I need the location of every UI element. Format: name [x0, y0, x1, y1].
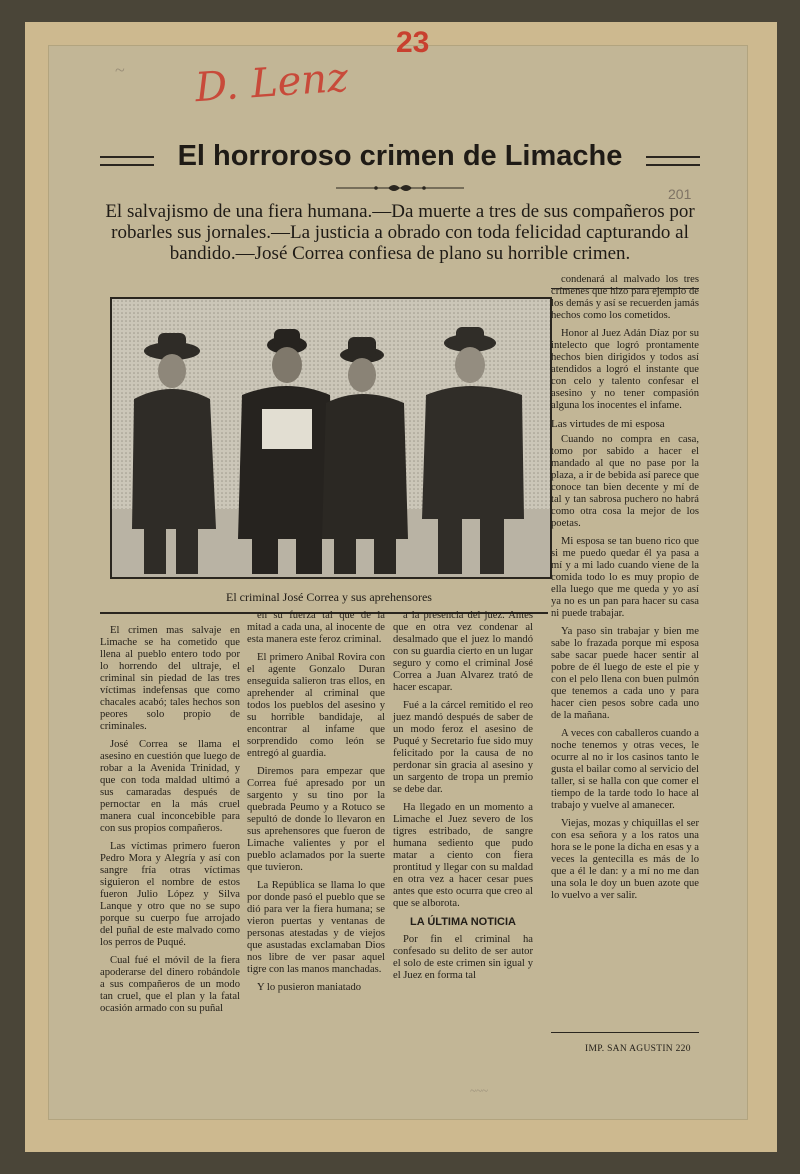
paragraph: El primero Anibal Rovira con el agente Gonzalo Duran enseguida salieron tras ellos, en aprehender al criminal que todos los pueblos del asesino y su horrible bandidaje, al encontrar al infame que sorprendido como león se entregó al guardia. [247, 652, 385, 759]
printer-imprint: IMP. SAN AGUSTIN 220 [585, 1044, 691, 1054]
paragraph: en su fuerza tal que de la mitad a cada una, al inocente de esta manera este feroz criminal. [247, 610, 385, 645]
photo-figures [112, 299, 550, 577]
paragraph: Por fin el criminal ha confesado su delito de ser autor el solo de este crimen sin igual y el Juez en forma tal [393, 934, 533, 981]
paragraph: Mi esposa se tan bueno rico que si me puedo quedar él ya pasa a mí y a mi lado cuando viene de la comida todo lo es muy propio de ella luego que me queda y yo así ya no es un pan para hacer su casa ni puede trabajar. [551, 536, 699, 619]
title-rule-right [646, 156, 700, 166]
paragraph: Fué a la cárcel remitido el reo juez mandó después de saber de un modo feroz el asesino de Puqué y Secretario fue sido muy felicitado por la causa de no perdonar sin gracia al asesino y un sargento de tropa un premio se debe dar. [393, 700, 533, 795]
section-heading-virtudes: Las virtudes de mi esposa [551, 418, 665, 430]
photo-criminal-and-captors [110, 297, 552, 579]
paragraph: Y lo pusieron maniatado [257, 982, 362, 993]
pencil-mark: ~ [115, 60, 125, 80]
ornament-divider [336, 182, 464, 194]
paragraph: José Correa se llama el asesino en cuestión que luego de robar a la Avenida Trinidad, y que con toda maldad ultimó a sus camaradas después de pernoctar en la más cruel manera cual inconcebible para con sus propios compañeros. [100, 739, 240, 834]
pencil-scribble: ~~~ [470, 1085, 488, 1097]
text-column-3 [393, 610, 533, 988]
paragraph: El crimen mas salvaje en Limache se ha cometido que llena al pueblo entero todo por lo horrendo del ultraje, el criminal sin piedad de las tres víctimas indefensas que como chacales acabó; tales hechos son peores solo propio de criminales. [100, 625, 240, 732]
paragraph: Cual fué el móvil de la fiera apoderarse del dinero robándole a sus compañeros de un modo tan cruel, que el plan y la fatal ocasión armado con su puñal [100, 955, 240, 1014]
headline: El horroroso crimen de Limache [177, 140, 623, 172]
text-column-4 [551, 274, 699, 908]
title-rule-left [100, 156, 154, 166]
text-column-1 [100, 625, 240, 1021]
paragraph: Honor al Juez Adán Díaz por su intelecto que logró prontamente hechos bien dirigidos y todos así atendidos a logró el instante que con celo y talento confesar el asesino y no tener compasión alguna los inocentes el infame. [551, 328, 699, 411]
page-number: 23 [396, 26, 430, 59]
imprint-rule [551, 1032, 699, 1033]
paragraph: condenará al malvado los tres crímenes que hizo para ejemplo de los demás y así se recuerden jamás hechos como los cometidos. [551, 274, 699, 321]
paragraph: Cuando no compra en casa, tomo por sabido a hacer el mandado al que no pase por la plaza, a ir de bebida así parece que conoce tan bien decente y mí de tal y tan sabrosa puchero no habrá como otra cosa la mejor de los poetas. [551, 434, 699, 529]
paragraph: Ya paso sin trabajar y bien me sabe lo frazada porque mi esposa sabe sacar puede hacer sentir al pobre de él luego de este el pie y con el pelo llena con buen pulmón que tenemos a cada uno y para hacer cien pesos sobre cada uno de la mañana. [551, 626, 699, 721]
photo-caption: El criminal José Correa y sus aprehensores [226, 590, 432, 604]
paragraph: Las víctimas primero fueron Pedro Mora y Alegría y así con sangre fría otras víctimas siguieron el nombre de estos fueron Julio López y Silva Lanque y otro que no se supo porque su cuerpo fue arrojado del puñal de este malvado como los perros de Puqué. [100, 841, 240, 948]
subheadline: El salvajismo de una fiera humana.—Da muerte a tres de sus compañeros por robarles sus jornales.—La justicia a obrado con toda felicidad capturando al bandido.—José Correa confiesa de plano su horrible crimen. [105, 201, 695, 264]
pencil-number: 201 [668, 186, 692, 202]
text-column-2 [247, 610, 385, 1000]
paragraph: Ha llegado en un momento a Limache el Juez severo de los tigres estribado, de sangre humana sediento que pudo matar a ciento con fiera prontitud y llegar con su maldad en otra vez a hacer cesar pues antes que esto ocurra que creo al que se alborota. [393, 802, 533, 909]
headline-row [100, 140, 700, 180]
paragraph: a la presencia del juez. Antes que en otra vez condenar al desalmado que el juez lo mandó con su guardia cierto en un lugar seguro y como el criminal José Correa a Juan Alvarez trató de hacer escapar. [393, 610, 533, 693]
paragraph: Viejas, mozas y chiquillas el ser con esa señora y a los ratos una hora se le pone la dicha en esas y a veces la gentecilla es más de lo que a él le dan: y a mí no me dan una sola le doy un buen azote que lo vuelvo a ver salir. [551, 818, 699, 901]
paragraph: La República se llama lo que por donde pasó el pueblo que se dió para ver la fiera humana; se vieron puertas y ventanas de personas atestadas y de viejos que asustadas exclamaban Dios nos libre de ver pasar aquel tigre con las manos manchadas. [247, 880, 385, 975]
paragraph: A veces con caballeros cuando a noche tenemos y otras veces, le ocurre al no ir los casinos tanto le gusta el bailar como al servicio del taller, si se halla con que comer el tiempo de la tarde todo lo hace al trabajo y vuelve al amanecer. [551, 728, 699, 811]
handwritten-annotation: D. Lenz [193, 54, 350, 112]
paragraph: Diremos para empezar que Correa fué apresado por un sargento y su tino por la quebrada Peumo y a Rotuco se sepultó de donde lo llevaron en sus aprehensores que fueron de Limache valientes y por el pueblo aclamados por la suerte que tuvieron. [247, 766, 385, 873]
section-heading-ultima-noticia: LA ÚLTIMA NOTICIA [410, 916, 516, 928]
